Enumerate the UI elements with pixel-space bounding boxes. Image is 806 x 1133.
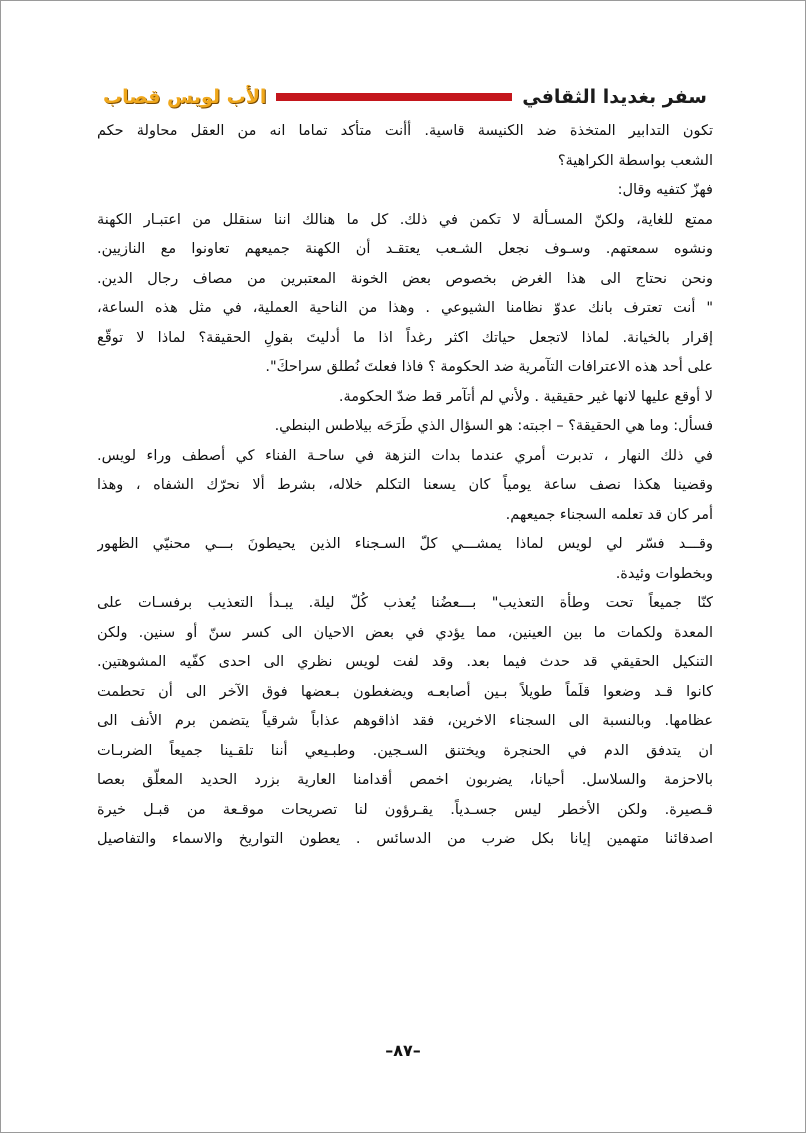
body-text [97,117,713,855]
text-line: عظامها. وبالنسبة الى السجناء الاخرين، فقد اذاقوهم عذاباً شرقياً يتضمن برم الأنف الى [97,713,713,729]
text-line: وقضينا هكذا نصف ساعة يومياً كان يسعنا التكلم خلاله، بشرط ألا نحرّك الشفاه ، وهذا [97,477,713,493]
text-line: ونحن نحتاج الى هذا الغرض بخصوص بعض الخونة المعتبرين من مصاف رجال الدين. [97,270,713,287]
text-line: ممتع للغاية، ولكنّ المسـألة لا تكمن في ذلك. كل ما هنالك اننا سنقلل من اعتبـار الكهنة [97,211,713,228]
text-line: " أنت تعترف بانك عدوّ نظامنا الشيوعي . وهذا من الناحية العملية، في مثل هذه الساعة، [97,300,713,316]
text-line: أمر كان قد تعلمه السجناء جميعهم. [505,506,713,523]
text-line: فهزّ كتفيه وقال: [617,182,713,198]
text-line: الشعب بواسطة الكراهية؟ [557,152,713,169]
book-title: سفر بغديدا الثقافي [512,83,715,111]
text-line: كانوا قـد وضعوا قلَماً طويلاً بـين أصابعـه ويضغطون بـعضها فوق الآخر الى أن تحطمت [97,683,713,700]
text-line: في ذلك النهار ، تدبرت أمري عندما بدات النزهة في ساحـة الفناء كي أصطف وراء لويس. [97,447,713,464]
text-line: كنّا جميعاً تحت وطأة التعذيب" بـــعضُنا يُعذب كُلّ ليلة. يبـدأ التعذيب برفسـات على [97,595,713,611]
text-line: التنكيل الحقيقي قد حدث فيما بعد. وقد لفت لويس نظري الى احدى كفّيه المشوهتين. [97,654,713,670]
text-line: لا أوقع عليها لانها غير حقيقية . ولأني لم أتآمر قط ضدّ الحكومة. [338,388,713,405]
text-line: اصدقائنا متهمين إيانا بكل ضرب من الدسائس . يعطون التواريخ والاسماء والتفاصيل [97,831,713,847]
author-name: الأب لويس قصاب [95,83,276,111]
text-line: إقرار بالخيانة. لماذا لاتجعل حياتك اكثر رغداً اذا ما أدليتَ بقولِ الحقيقة؟ لماذا لا توقّع [97,329,713,346]
text-line: المعدة ولكمات ما بين العينين، مما يؤدي في بعض الاحيان الى كسر سنّ أو سنين. ولكن [97,624,713,641]
text-line: بالاحزمة والسلاسل. أحيانا، يضربون اخمص أقدامنا العارية بزرد الحديد المعلّق بعصا [97,772,713,788]
text-line: فسأل: وما هي الحقيقة؟ – اجبته: هو السؤال الذي طَرَحَه بيلاطس البنطي. [274,418,713,434]
text-line: وقـــد فسّر لي لويس لماذا يمشـــي كلّ السـجناء الذين يحيطونَ بـــي محنيّي الظهور [97,536,713,552]
page-number: –٨٧– [385,1041,421,1060]
text-line: ان يتدفق الدم في الحنجرة ويختنق السـجين. وطبـيعي أننا تلقـينا جميعاً الضربـات [97,742,713,759]
text-line: ونشوه سمعتهم. وسـوف نجعل الشـعب يعتقـد أن الكهنة جميعهم تعاونوا مع النازيين. [97,241,713,257]
text-line: تكون التدابير المتخذة ضد الكنيسة قاسية. أأنت متأكد تماما انه من العقل محاولة حكم [97,123,713,139]
text-line: على أحد هذه الاعترافات التآمرية ضد الحكومة ؟ فاذا فعلتَ نُطلق سراحكَ". [265,359,713,375]
page-header [95,81,715,113]
text-line: قـصيرة. ولكن الأخطر ليس جسـدياً. يقـرؤون لنا تصريحات موقـعة من قبـل خيرة [97,801,713,818]
text-line: وبخطوات وئيدة. [615,565,713,582]
